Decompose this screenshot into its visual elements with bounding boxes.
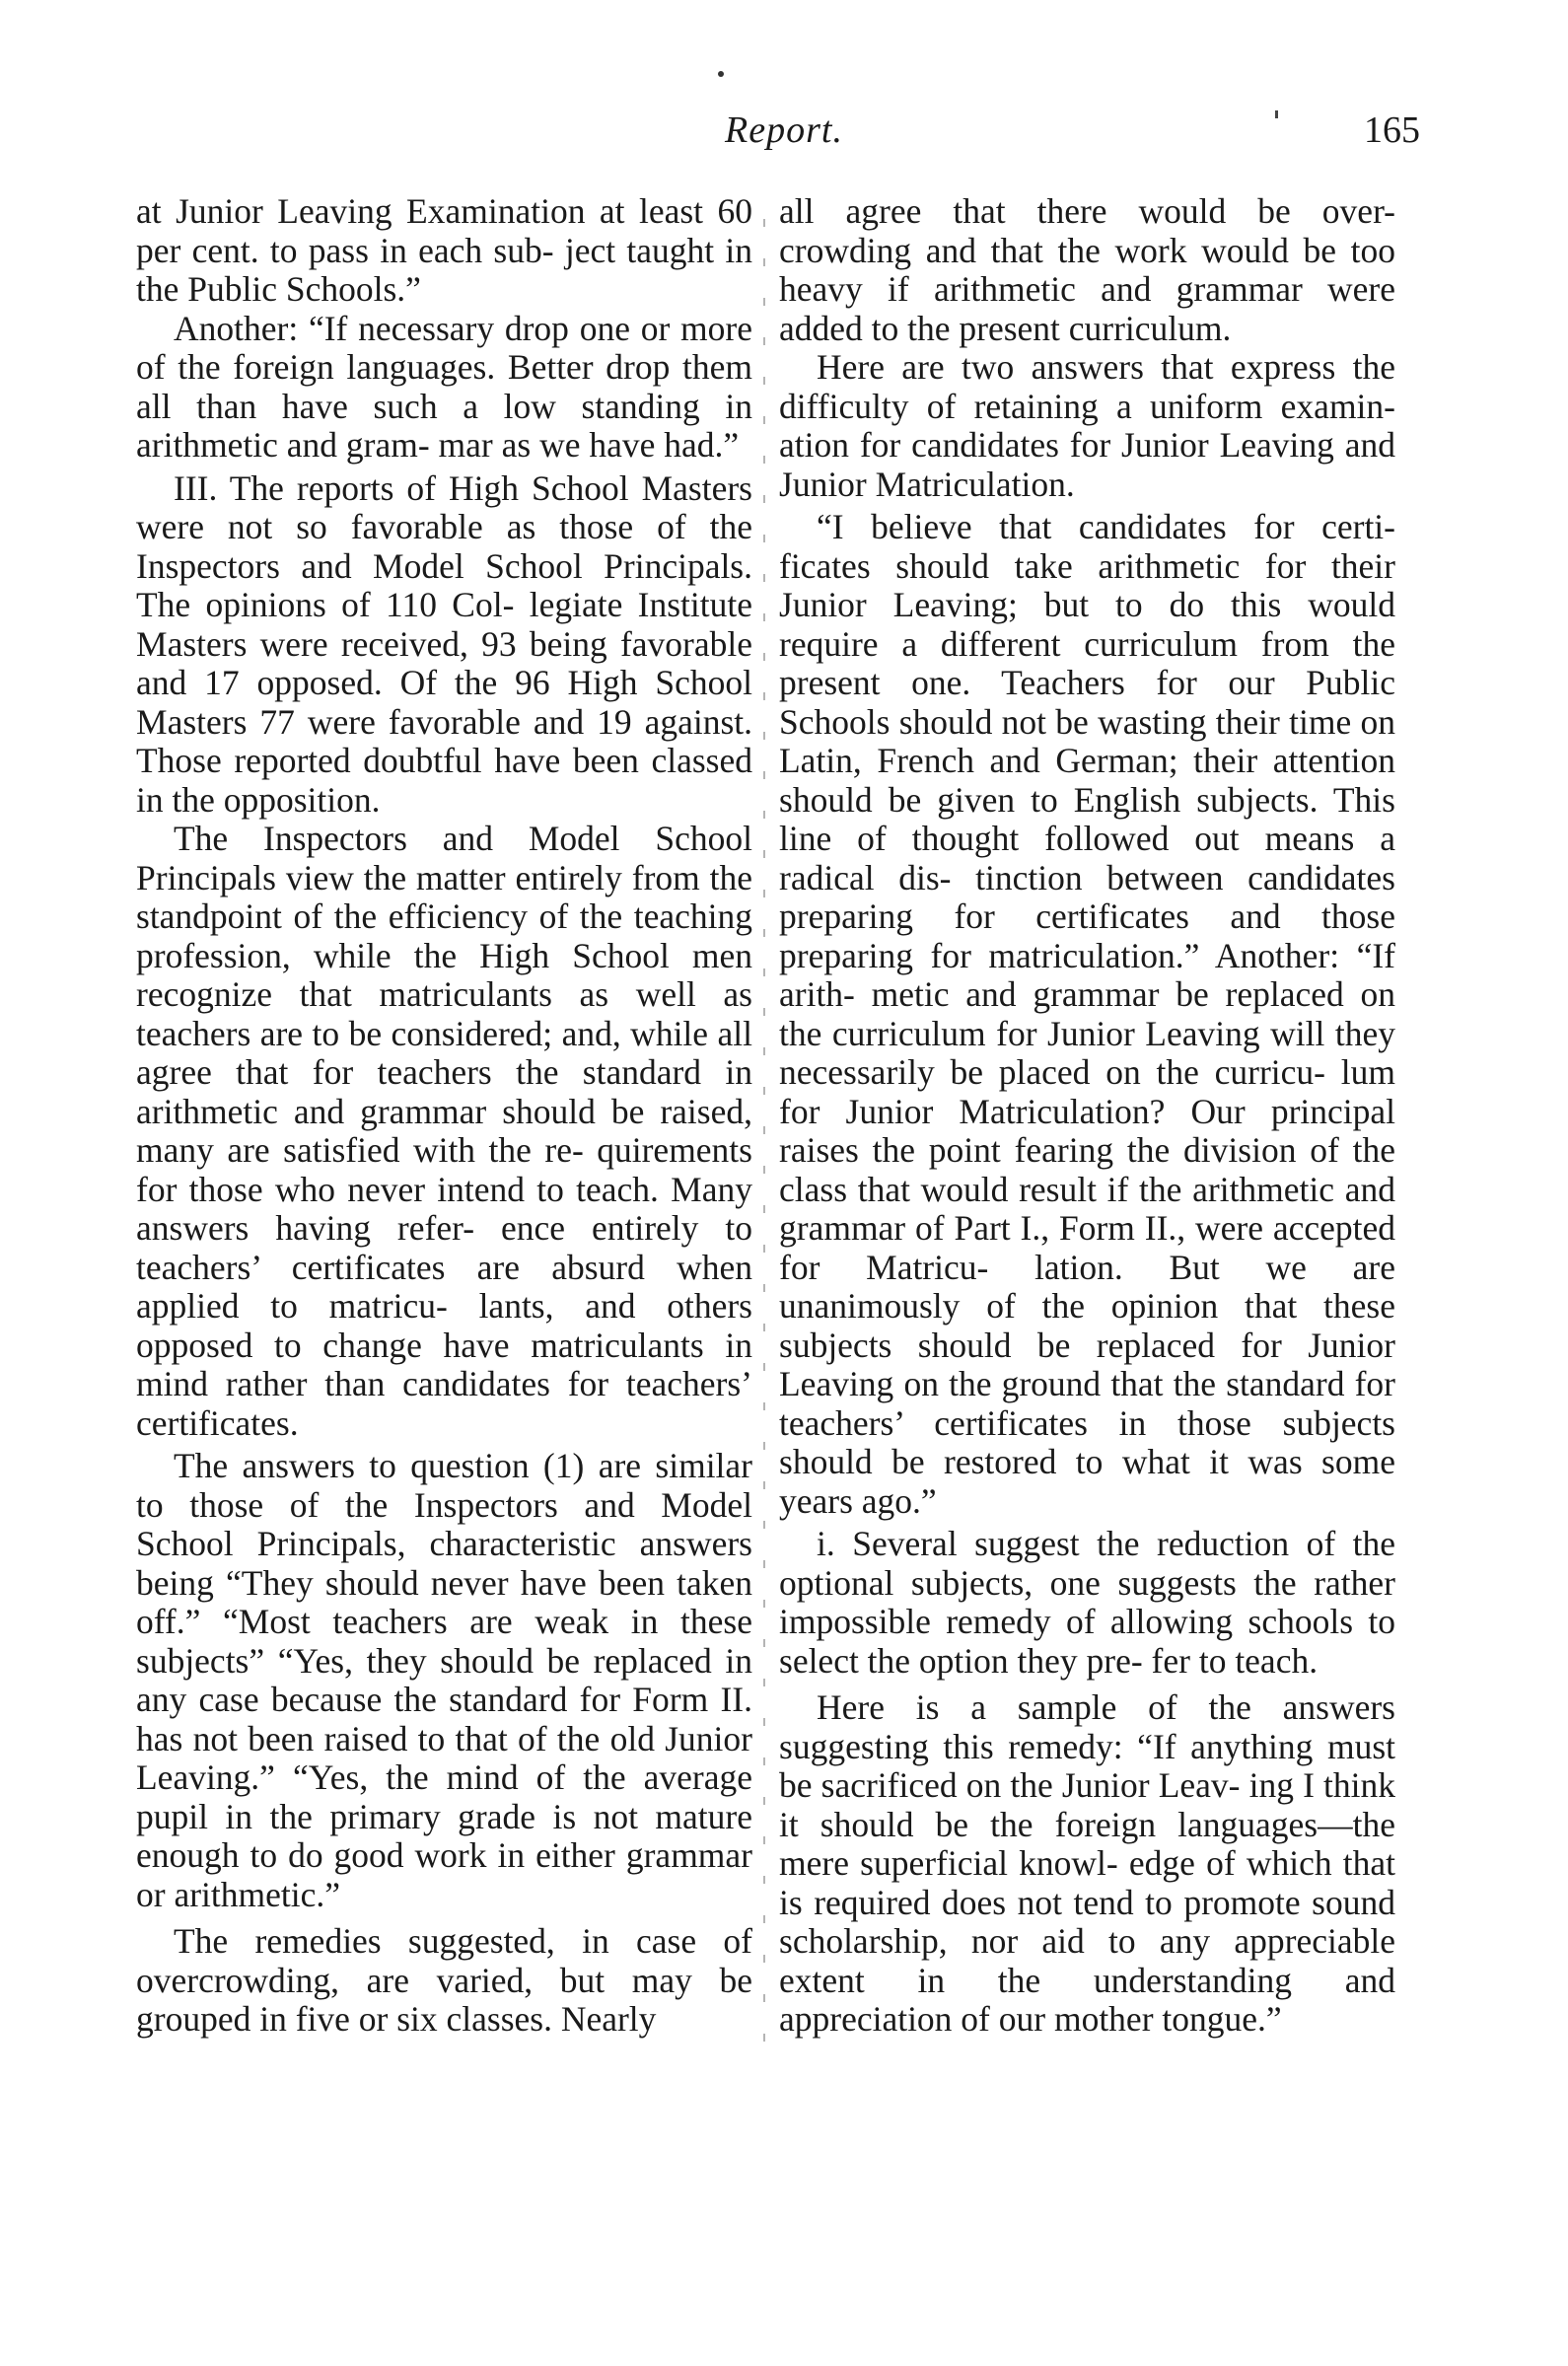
ink-tick bbox=[1275, 110, 1278, 118]
page-number: 165 bbox=[1364, 109, 1420, 151]
paragraph: III. The reports of High School Masters were not so favorable as those of the Inspectors and Model School Principals. The opinions of 110 Col- legiate Institute Masters were received, 93 being favorable and 17 opposed. Of the 96 High School Masters 77 were favorable and 19 against. Those reported doubtful have been classed in the opposition. bbox=[136, 467, 752, 820]
ink-dot bbox=[718, 71, 724, 77]
column-divider bbox=[763, 197, 765, 2061]
paragraph: The answers to question (1) are similar to those of the Inspectors and Model School Principals, characteristic answers being “They should never have been taken off.” “Most teachers are weak in these subjects” “Yes, they should be replaced in any case because the standard for Form II. has not been raised to that of the old Junior Leaving.” “Yes, the mind of the average pupil in the primary grade is not mature enough to do good work in either grammar or arithmetic.” bbox=[136, 1446, 752, 1914]
right-column bbox=[779, 192, 1395, 2040]
paragraph: all agree that there would be over- crowding and that the work would be too heavy if arithmetic and grammar were added to the present curriculum. bbox=[779, 191, 1395, 348]
paragraph: i. Several suggest the reduction of the optional subjects, one suggests the rather impossible remedy of allowing schools to select the option they pre- fer to teach. bbox=[779, 1524, 1395, 1681]
paragraph: Another: “If necessary drop one or more of the foreign languages. Better drop them all than have such a low standing in arithmetic and gram- mar as we have had.” bbox=[136, 308, 752, 465]
paragraph: Here are two answers that express the difficulty of retaining a uniform examin- ation for candidates for Junior Leaving and Junior Matriculation. bbox=[779, 347, 1395, 504]
running-title: Report. bbox=[725, 109, 843, 151]
running-head bbox=[0, 108, 1568, 158]
paragraph: The Inspectors and Model School Principals view the matter entirely from the standpoint of the efficiency of the teaching profession, while the High School men recognize that matriculants as well as teachers are to be considered; and, while all agree that for teachers the standard in arithmetic and grammar should be raised, many are satisfied with the re- quirements for those who never intend to teach. Many answers having refer- ence entirely to teachers’ certificates are absurd when applied to matricu- lants, and others opposed to change have matriculants in mind rather than candidates for teachers’ certificates. bbox=[136, 819, 752, 1443]
paragraph: at Junior Leaving Examination at least 60 per cent. to pass in each sub- ject taught in the Public Schools.” bbox=[136, 191, 752, 309]
paragraph: Here is a sample of the answers suggesting this remedy: “If anything must be sacrificed on the Junior Leav- ing I think it should be the foreign languages—the mere superficial knowl- edge of which that is required does not tend to promote sound scholarship, nor aid to any appreciable extent in the understanding and appreciation of our mother tongue.” bbox=[779, 1687, 1395, 2039]
paragraph: The remedies suggested, in case of overcrowding, are varied, but may be grouped in five or six classes. Nearly bbox=[136, 1921, 752, 2039]
left-column bbox=[136, 192, 752, 2040]
paragraph: “I believe that candidates for certi- ficates should take arithmetic for their Junior Leaving; but to do this would require a different curriculum from the present one. Teachers for our Public Schools should not be wasting their time on Latin, French and German; their attention should be given to English subjects. This line of thought followed out means a radical dis- tinction between candidates preparing for certificates and those preparing for matriculation.” Another: “If arith- metic and grammar be replaced on the curriculum for Junior Leaving will they necessarily be placed on the curricu- lum for Junior Matriculation? Our principal raises the point fearing the division of the class that would result if the arithmetic and grammar of Part I., Form II., were accepted for Matricu- lation. But we are unanimously of the opinion that these subjects should be replaced for Junior Leaving on the ground that the standard for teachers’ certificates in those subjects should be restored to what it was some years ago.” bbox=[779, 507, 1395, 1521]
